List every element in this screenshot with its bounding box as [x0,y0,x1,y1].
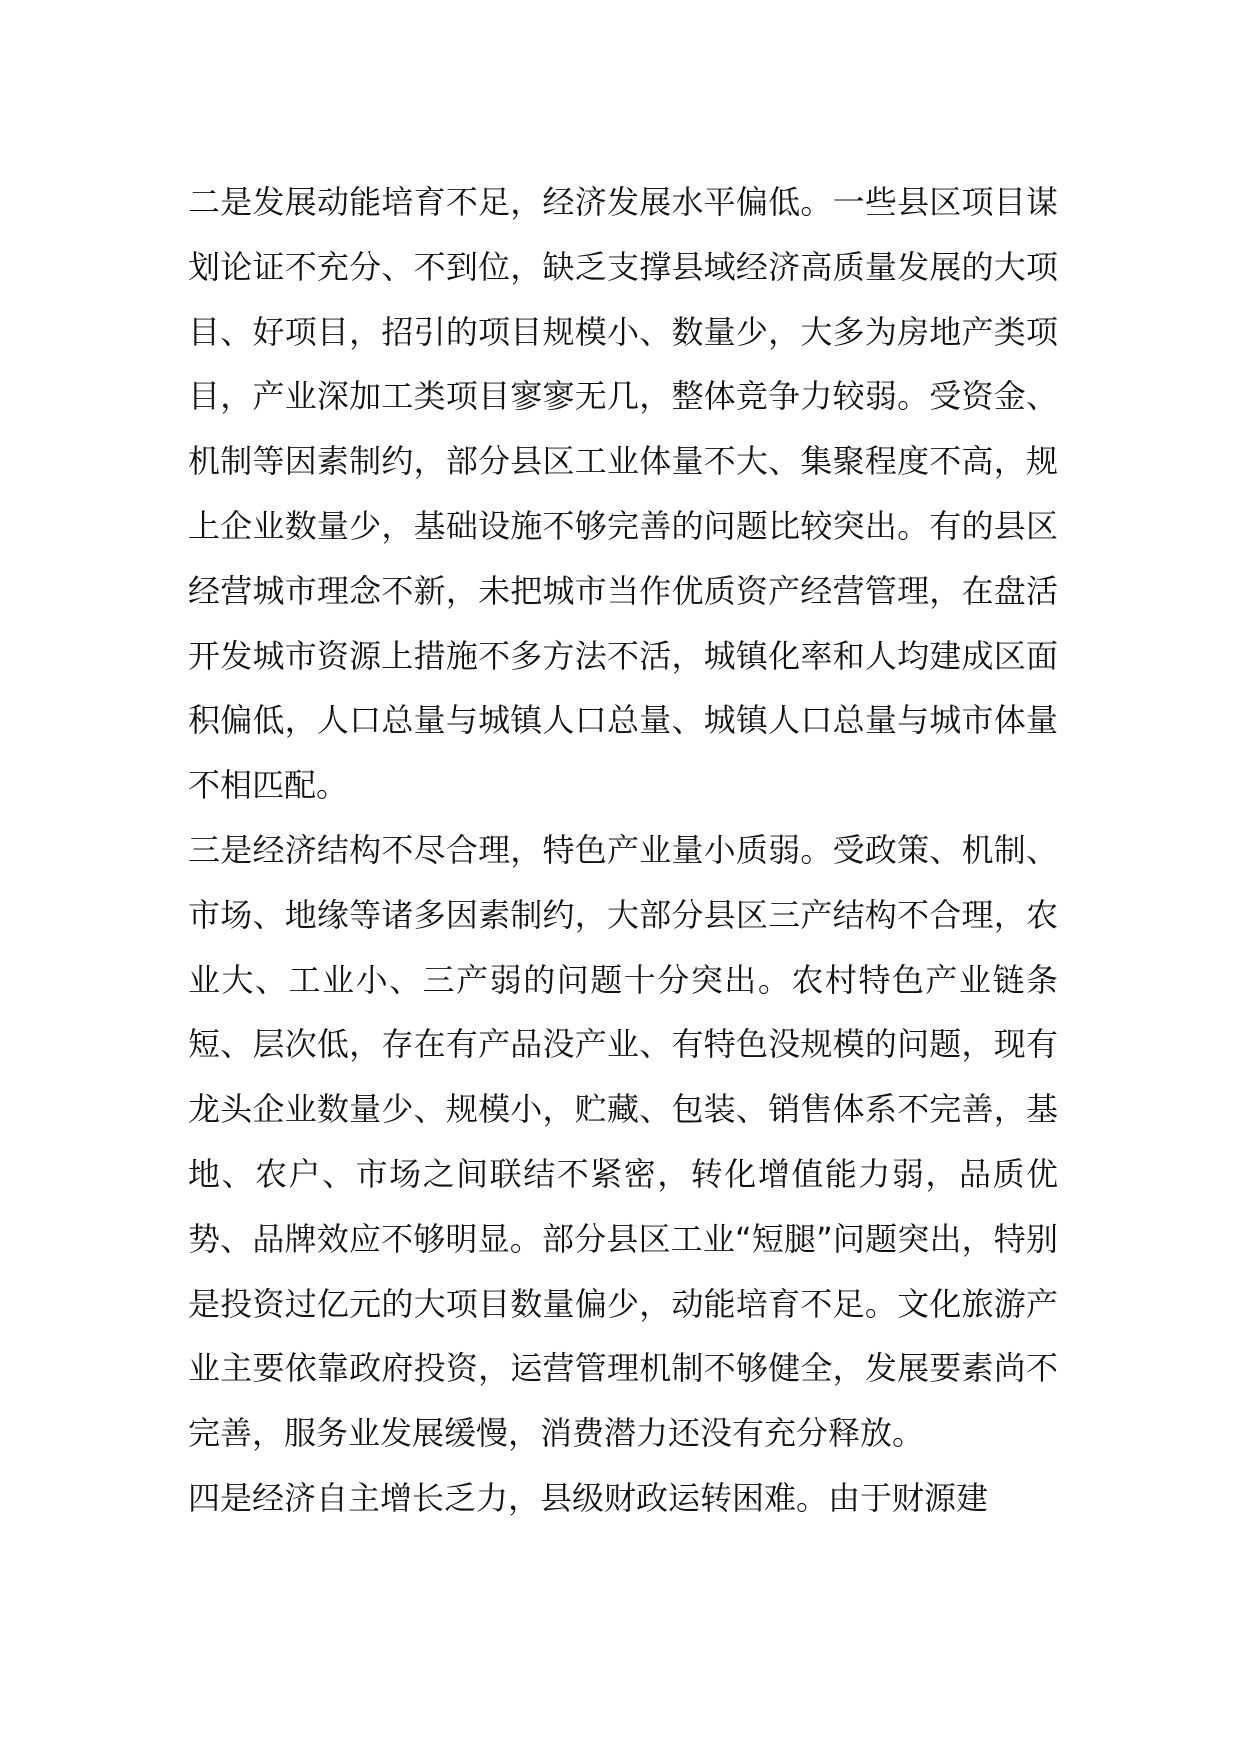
paragraph-fiscal-difficulty: 四是经济自主增长乏力，县级财政运转困难。由于财源建 [188,1478,989,1517]
paragraph-economic-structure: 三是经济结构不尽合理，特色产业量小质弱。受政策、机制、市场、地缘等诸多因素制约，大部分县区三产结构不合理，农业大、工业小、三产弱的问题十分突出。农村特色产业链条短、层次低，存在有产品没产业、有特色没规模的问题，现有龙头企业数量少、规模小，贮藏、包装、销售体系不完善，基地、农户、市场之间联结不紧密，转化增值能力弱，品质优势、品牌效应不够明显。部分县区工业“短腿”问题突出，特别是投资过亿元的大项目数量偏少，动能培育不足。文化旅游产业主要依靠政府投资，运营管理机制不够健全，发展要素尚不完善，服务业发展缓慢，消费潜力还没有充分释放。 [188,830,1058,1453]
paragraph-economic-momentum: 二是发展动能培育不足，经济发展水平偏低。一些县区项目谋划论证不充分、不到位，缺乏支撑县域经济高质量发展的大项目、好项目，招引的项目规模小、数量少，大多为房地产类项目，产业深加工类项目寥寥无几，整体竞争力较弱。受资金、机制等因素制约，部分县区工业体量不大、集聚程度不高，规上企业数量少，基础设施不够完善的问题比较突出。有的县区经营城市理念不新，未把城市当作优质资产经营管理，在盘活开发城市资源上措施不多方法不活，城镇化率和人均建成区面积偏低，人口总量与城镇人口总量、城镇人口总量与城市体量不相匹配。 [188,183,1058,805]
body-text [188,170,1058,1531]
